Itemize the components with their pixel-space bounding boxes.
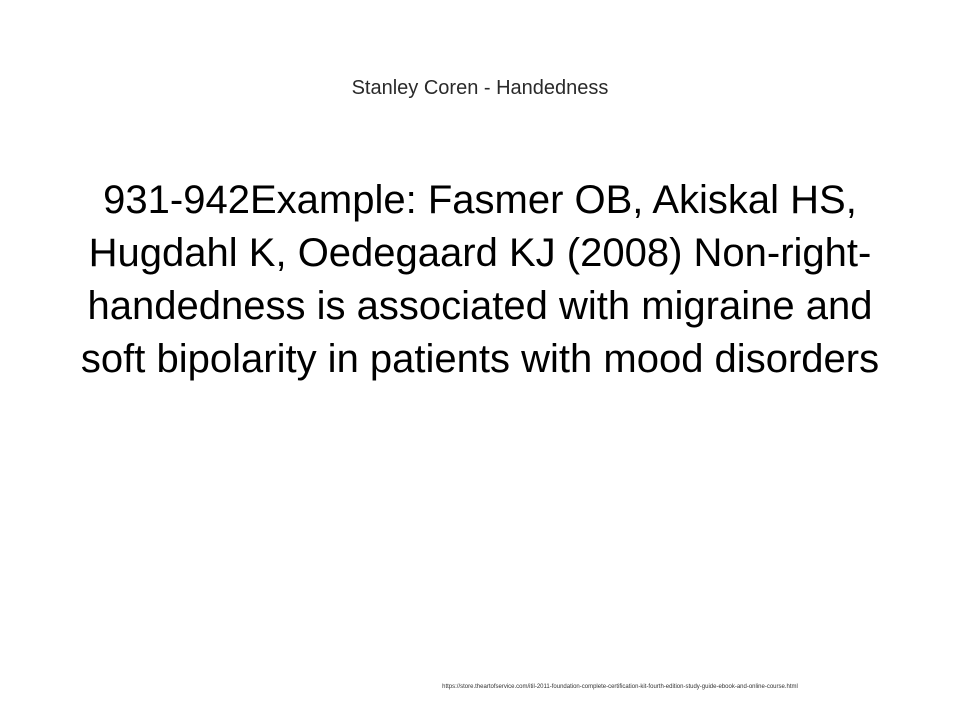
slide-body-text: 931-942Example: Fasmer OB, Akiskal HS, Hugdahl K, Oedegaard KJ (2008) Non-right-handedness is associated with migraine and soft bipolarity in patients with mood disorders [80,178,880,381]
slide-title: Stanley Coren - Handedness [351,77,609,99]
source-url-link[interactable]: https://store.theartofservice.com/itil-2011-foundation-complete-certification-kit-fourth-edition-study-guide-ebook-and-online-course.html [442,684,798,690]
